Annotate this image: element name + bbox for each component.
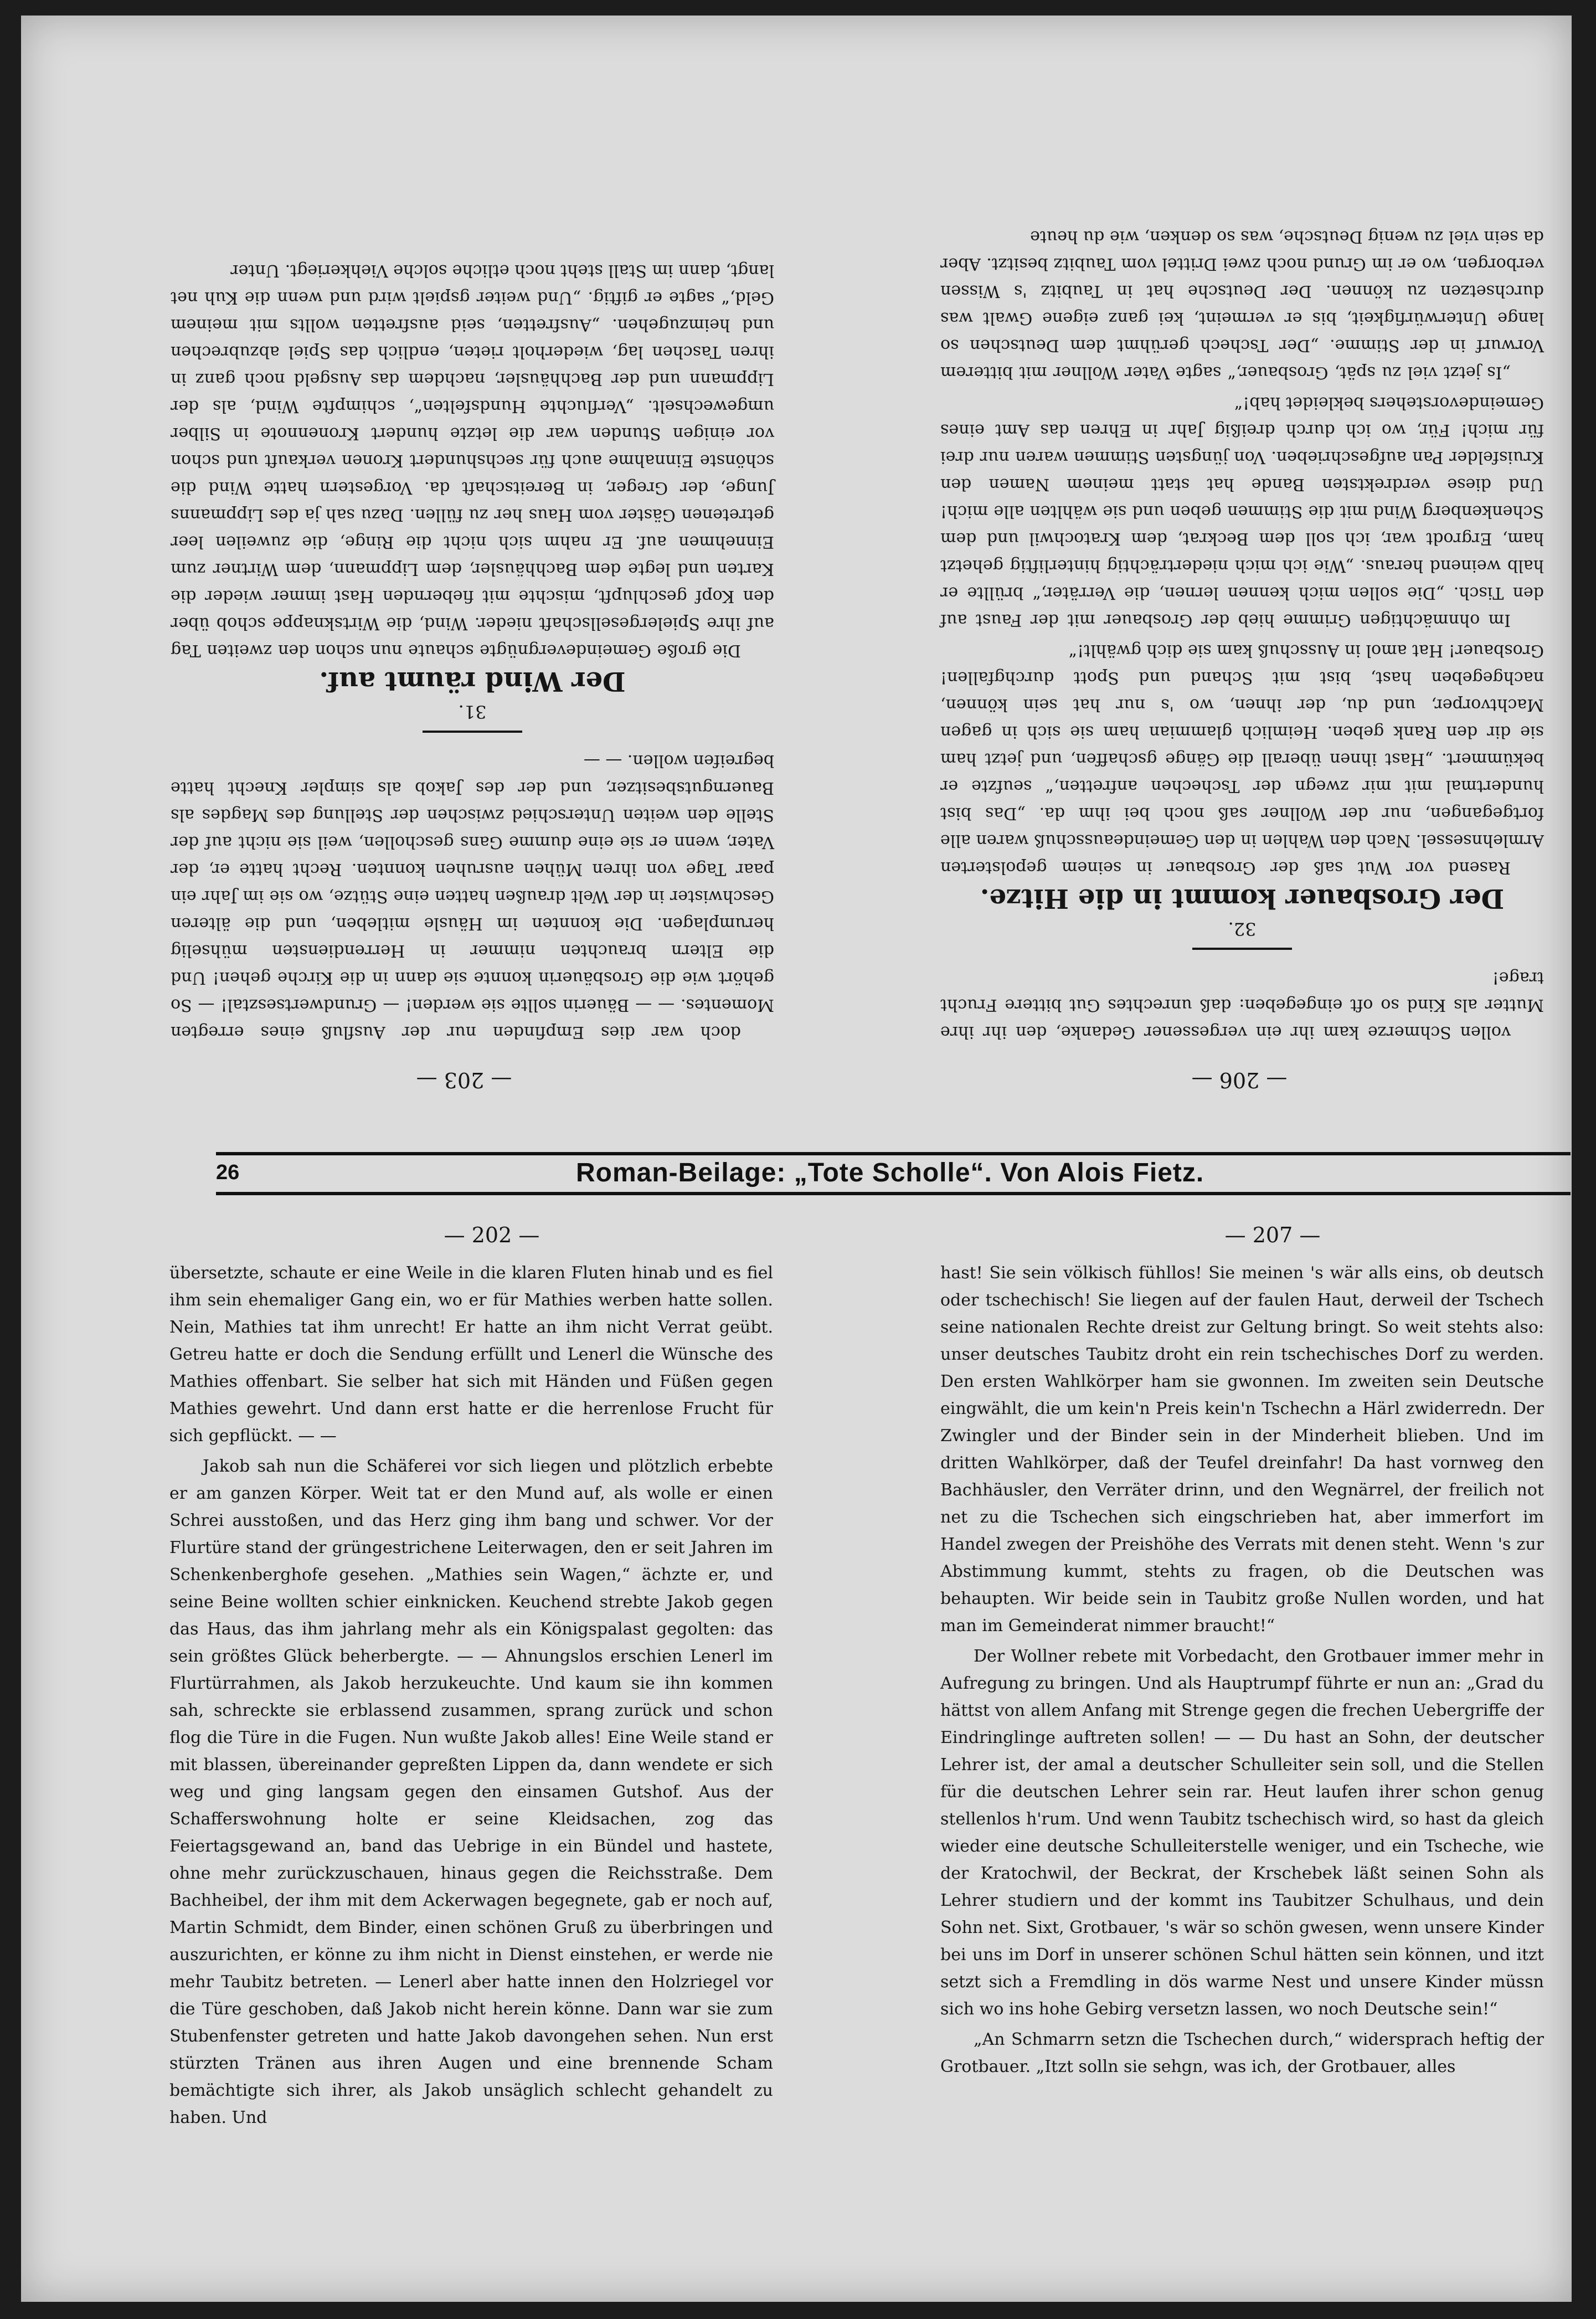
- banner-title: Roman-Beilage: „Tote Scholle“. Von Alois Fietz.: [576, 1158, 1204, 1187]
- sheet-number: 26: [216, 1161, 240, 1184]
- page-number-207: — 207 —: [1224, 1223, 1321, 1247]
- chapter-number: 32.: [1228, 918, 1257, 939]
- column-page-203: [171, 104, 774, 1046]
- newspaper-page: [21, 16, 1572, 2302]
- paragraph: Rasend vor Wut saß der Grosbauer in seinem gepolsterten Armlehnsessel. Nach den Wahlen in den Gemeindeausschuß waren alle fortgegangen, nur der Wollner saß noch bei ihm da. „Das bist hundertmal mit mir zwegn der Tschechen anfretten,“ seufzte er bekümmert. „Hast ihnen überall die Gänge gschaffen, und jetzt ham sie dir den Rank geben. Heimlich glammian ham sie sich in gagen Machtvorper, und du, der ihnen, wo 's nur hat sein können, nachgegeben hast, bist mit Schand und Spott durchgfallen! Grosbauer! Hat amol in Ausschuß kam sie dich gwählt!“: [940, 641, 1544, 877]
- column-page-207: [940, 1259, 1544, 2256]
- paragraph: hast! Sie sein völkisch fühllos! Sie meinen 's wär alls eins, ob deutsch oder tschechisch! Sie liegen auf der faulen Haut, derweil der Tschech seine nationalen Rechte dreist zur Geltung bringt. So weit stehts also: unser deutsches Taubitz droht ein rein tschechisches Dorf zu werden. Den ersten Wahlkörper ham sie gwonnen. Im zweiten sein Deutsche eingwählt, die um kein'n Preis kein'n Tschechn a Härl zwiderredn. Der Zwingler und der Binder sein in der Minderheit blieben. Und im dritten Wahlkörper, daß der Teufel dreinfahr! Da hast vornweg den Bachhäusler, den Verräter drinn, und den Wegnärrel, der freilich not net zu die Tschechen sich eingschrieben hat, aber immerfort im Handel zwegen der Preishöhe des Verrats mit denen steht. Wenn 's zur Abstimmung kummt, stehts zu fragen, ob die Deutschen was behaupten. Wir beide sein in Taubitz große Nullen worden, und hat man im Gemeinderat nimmer braucht!“: [940, 1263, 1544, 1636]
- page-number-202: — 202 —: [444, 1223, 540, 1247]
- paragraph: vollen Schmerze kam ihr ein vergessener Gedanke, den ihr ihre Mutter als Kind so oft eingegeben: daß unrechtes Gut bittere Frucht trage!: [940, 968, 1544, 1042]
- chapter-divider: [1192, 948, 1292, 950]
- paragraph: „An Schmarrn setzn die Tschechen durch,“ widersprach heftig der Grotbauer. „Itzt solln sie sehgn, was ich, der Grotbauer, alles: [940, 2030, 1544, 2076]
- header-rule-bottom: [216, 1192, 1571, 1195]
- paragraph: Im ohnmächtigen Grimme hieb der Grosbauer mit der Faust auf den Tisch. „Die sollen mich kennen lernen, die Verräter,“ brüllte er halb weinend heraus. „Wie ich mich niederträchtig hinterliftig gehetzt ham, Ergrodt war, ich soll dem Beckrat, dem Kratochwil und dem Schenkenberg Wind mit die Stimmen geben und sie wählten alle mich! Und diese verdrektsten Bande hat statt meinem Namen den Kruisfelder Pan aufgeschrieben. Von jüngsten Stimmen waren nur drei für mich! Für, wo ich durch dreißig Jahr in Ehren das Amt eines Gemeindevorstehers bekleidet hab!“: [940, 393, 1544, 630]
- column-page-202: [169, 1259, 773, 2256]
- paragraph: übersetzte, schaute er eine Weile in die klaren Fluten hinab und es fiel ihm sein ehemaliger Gang ein, wo er für Mathies werben hatte sollen. Nein, Mathies tat ihm unrecht! Er hatte an ihm nicht Verrat geübt. Getreu hatte er doch die Sendung erfüllt und Lenerl die Wünsche des Mathies offenbart. Sie selber hat sich mit Händen und Füßen gegen Mathies gewehrt. Und dann erst hatte er die herrenlose Frucht für sich gepflückt. — —: [169, 1263, 773, 1446]
- header-rule-top: [216, 1152, 1571, 1155]
- paragraph: Die große Gemeindevergnügte schaute nun schon den zweiten Tag auf ihre Spielergesellschaft nieder. Wind, die Wirtsknappe schob über den Kopf geschlupft, mischte mit fiebernden Hast immer wieder die Karten und legte dem Bachhäusler, dem Lippmann, dem Wirtner zum Einnehmen auf. Er nahm sich nicht die Ringe, die zuweilen leer getretenen Gäster vom Haus her zu füllen. Dazu sah ja des Lippmanns Junge, der Greger, in Bereitschaft da. Vorgestern hatte Wind die schönste Einnahme auch für sechshundert Kronen verkauft und schon vor einigen Stunden war die letzte hundert Kronennote in Silber umgewechselt. „Verfluchte Hundsfelten“, schimpfte Wind, als der Lippmann und der Bachhäusler, nachdem das Ausgeld noch ganz in ihren Taschen lag, wiederholt rieten, endlich das Spiel abzubrechen und heimzugehen. „Ausfretten, seid ausfretten wollts mit meinem Geld,“ sagte er giftig. „Und weiter gspielt wird und wenn die Kuh net langt, dann im Stall steht noch etliche solche Viehkeriegt. Unter: [171, 261, 774, 660]
- page-number-203: — 203 —: [416, 1068, 512, 1092]
- chapter-title: Der Grosbauer kommt in die Hitze.: [980, 883, 1505, 914]
- paragraph: „Is jetzt viel zu spät, Grosbauer,“ sagte Vater Wollner mit bitterem Vorwurf in der Stimme. „Der Tschech gerühmt dem Deutschen so lange Unterwürfigkeit, bis er vermeint, kei ganz eigene Gwalt was durchsetzen zu können. Der Deutsche hat in Taubitz 's Wissen verborgen, wo er im Grund noch zwei Drittel vom Taubitz besitzt. Aber da sein viel zu wenig Deutsche, was so denken, wie du heute: [940, 227, 1544, 382]
- chapter-divider: [423, 731, 522, 733]
- page-number-206: — 206 —: [1191, 1068, 1288, 1092]
- column-page-206: [940, 104, 1544, 1046]
- paragraph: Der Wollner rebete mit Vorbedacht, den Grotbauer immer mehr in Aufregung zu bringen. Und als Hauptrumpf führte er nun an: „Grad du hättst von allem Anfang mit Strenge gegen die frechen Uebergriffe der Eindringlinge auftreten sollen! — — Du hast an Sohn, der deutscher Lehrer ist, der amal a deutscher Schulleiter sein soll, und die Stellen für die deutschen Lehrer sein rar. Heut laufen ihrer schon genug stellenlos h'rum. Und wenn Taubitz tschechisch wird, so hast da gleich wieder eine deutsche Schulleiterstelle weniger, und ein Tscheche, wie der Kratochwil, der Beckrat, der Krschebek läßt seinen Sohn als Lehrer studiern und der kommt ins Taubitzer Schulhaus, und dein Sohn net. Sixt, Grotbauer, 's wär so schön gwesen, wenn unsere Kinder bei uns im Dorf in unserer schönen Schul hätten sein können, und itzt setzt sich a Fremdling in dös warme Nest und unsere Kinder müssn sich wo ins hohe Gebirg versetzn lassen, wo noch Deutsche sein!“: [940, 1647, 1544, 2019]
- paragraph: doch war dies Empfinden nur der Ausfluß eines erregten Momentes. — — Bäuerin sollte sie werden! — Grundwertsesztal! — So gehört wie die Grosbäuerin konnte sie dann in die Kirche gehen! Und die Eltern brauchten nimmer in Herrendiensten mühselig herumplagen. Die konnten im Häusle mitleben, und die älteren Geschwister in der Welt draußen hatten eine Stütze, wo sie im Jahr ein paar Tage von ihren Mühen ausruhen konnten. Recht hatte er, der Vater, wenn er sie eine dumme Gans geschollen, weil sie nicht auf der Stelle den weiten Unterschied zwischen der Stellung des Magdes als Bauerngutsbesitzer, und der des Jakob als simpler Knecht hatte begreifen wollen. — —: [171, 751, 774, 1042]
- chapter-number: 31.: [458, 701, 487, 722]
- chapter-title: Der Wind räumt auf.: [319, 666, 626, 697]
- paragraph: Jakob sah nun die Schäferei vor sich liegen und plötzlich erbebte er am ganzen Körper. Weit tat er den Mund auf, als wolle er einen Schrei ausstoßen, und das Herz ging ihm bang und schwer. Vor der Flurtüre stand der grüngestrichene Leiterwagen, den er seit Jahren im Schenkenberghofe gesehen. „Mathies sein Wagen,“ ächzte er, und seine Beine wollten schier einknicken. Keuchend strebte Jakob gegen das Haus, das ihm jahrlang mehr als ein Königspalast gegolten: das sein größtes Glück beherbergte. — — Ahnungslos erschien Lenerl im Flurtürrahmen, als Jakob herzukeuchte. Und kaum sie ihn kommen sah, schreckte sie erblassend zusammen, sprang zurück und schon flog die Türe in die Fugen. Nun wußte Jakob alles! Eine Weile stand er mit blassen, übereinander gepreßten Lippen da, dann wendete er sich weg und ging langsam gegen den einsamen Gutshof. Aus der Schafferswohnung holte er seine Kleidsachen, zog das Feiertagsgewand an, band das Uebrige in ein Bündel und hastete, ohne mehr zurückzuschauen, hinaus gegen die Reichsstraße. Dem Bachheibel, der ihm mit dem Ackerwagen begegnete, gab er noch auf, Martin Schmidt, dem Binder, einen schönen Gruß zu überbringen und auszurichten, er könne zu ihm nicht in Dienst einstehen, er werde nie mehr Taubitz betreten. — Lenerl aber hatte innen den Holzriegel vor die Türe geschoben, daß Jakob nicht herein könne. Dann war sie zum Stubenfenster getreten und hatte Jakob davongehen sehen. Nun erst stürzten Tränen aus ihren Augen und eine brennende Scham bemächtigte sich ihrer, als Jakob unsäglich schlecht gehandelt zu haben. Und: [169, 1457, 773, 2127]
- header-band: [216, 1139, 1571, 1204]
